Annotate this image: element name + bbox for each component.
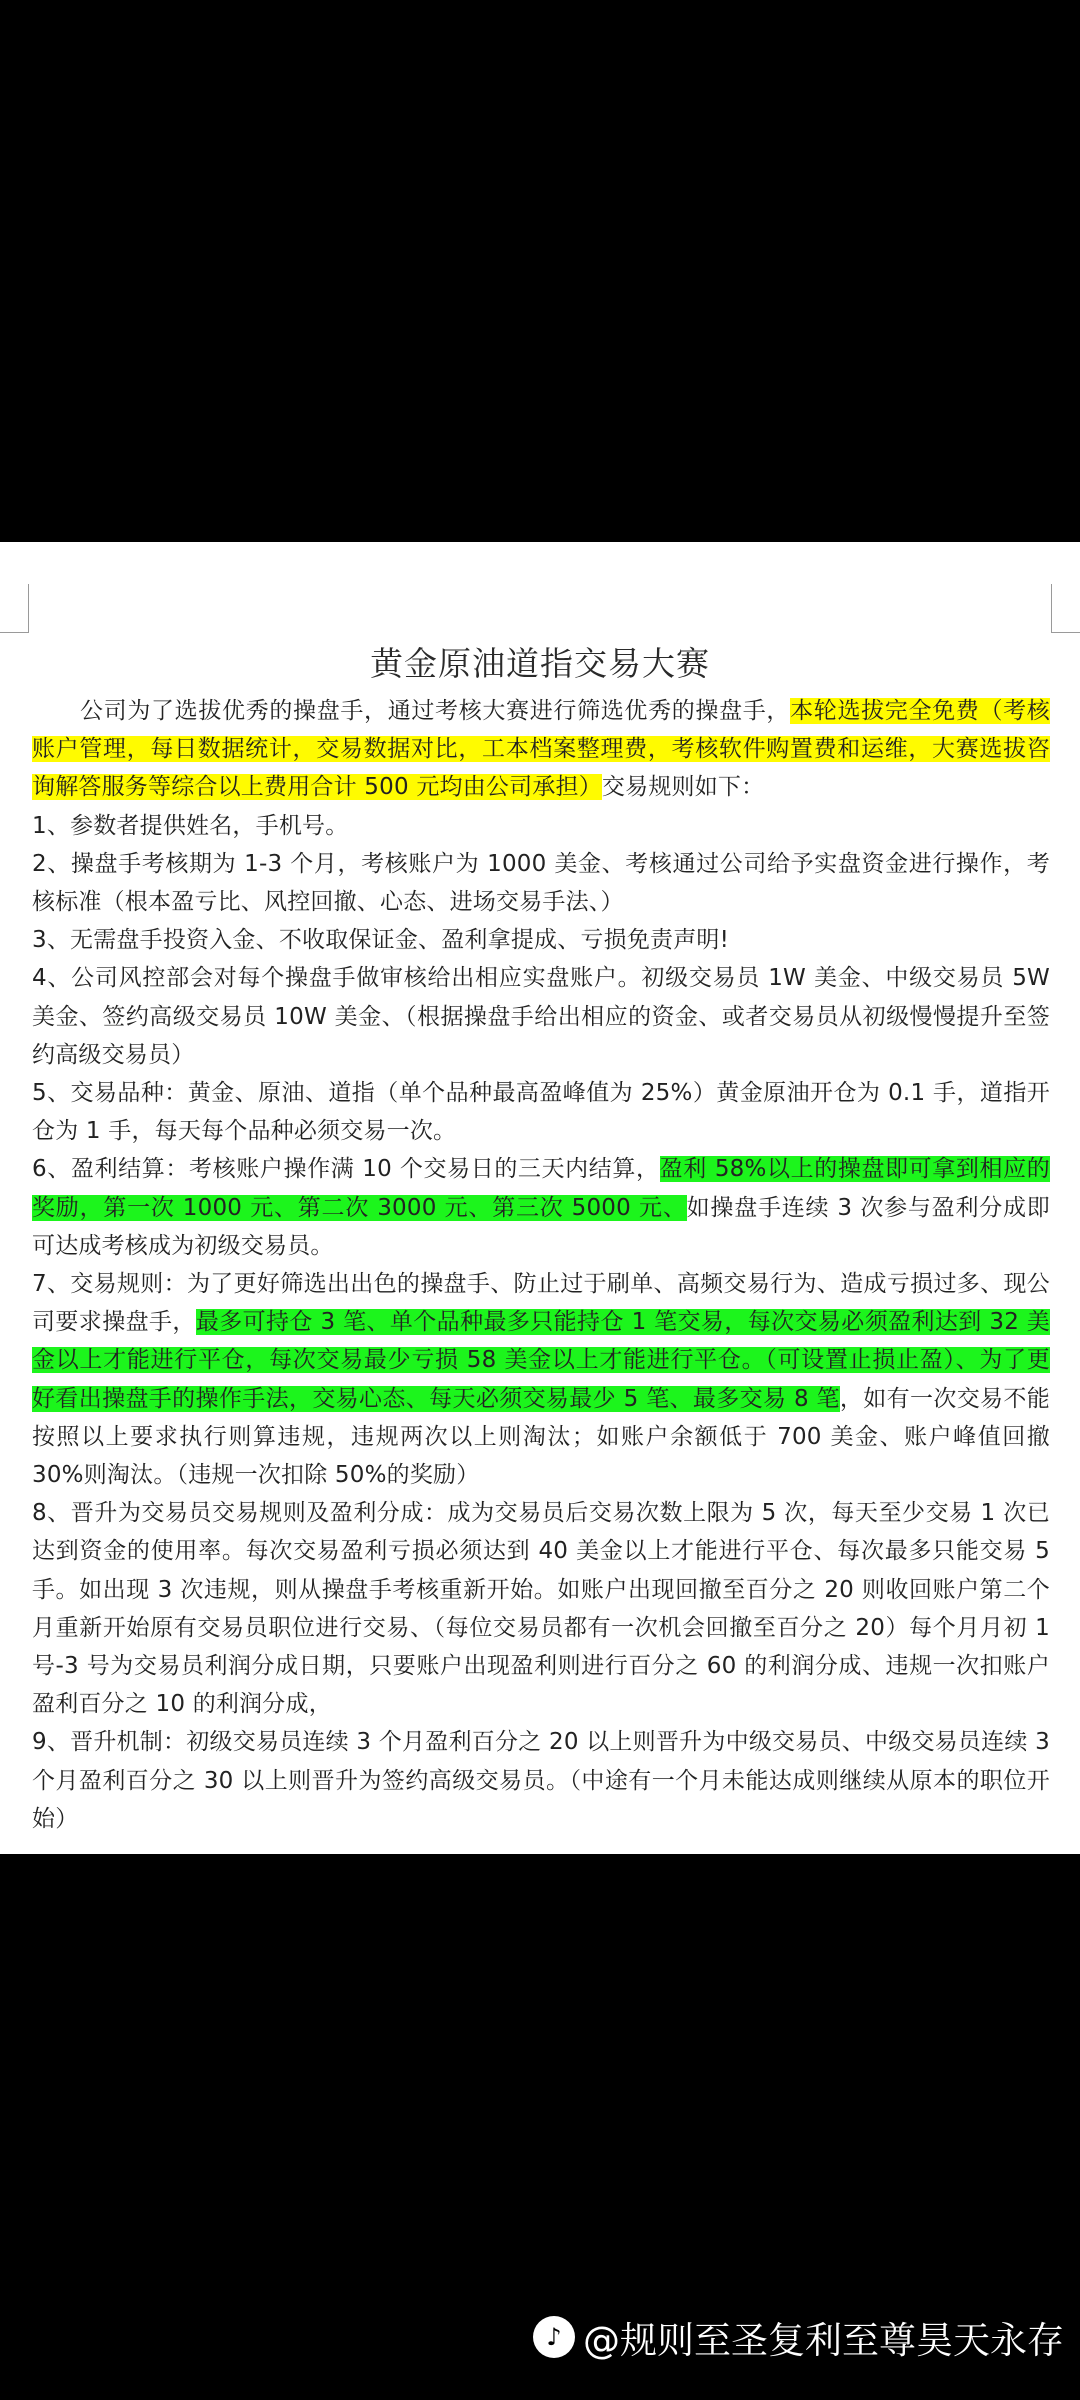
document-page	[0, 542, 1080, 1854]
rule-6-text: 6、盈利结算：考核账户操作满 10 个交易日的三天内结算，	[32, 1156, 660, 1183]
rule-7-highlight-green: 最多可持仓 3 笔、单个品种最多只能持仓 1 笔交易，每次交易必须盈利达到 32 美金以上才能进行平仓，每次交易最少亏损 58 美金以上才能进行平仓。（可设置止损止盈）、为了更好看出操盘手的操作手法，交易心态、每天必须交易最少 5 笔、最多交易 8 笔	[32, 1309, 1050, 1412]
document-body	[32, 692, 1050, 1838]
rule-7	[32, 1265, 1050, 1494]
douyin-style-logo-icon: ♪	[533, 2316, 575, 2358]
intro-text: 公司为了选拔优秀的操盘手，通过考核大赛进行筛选优秀的操盘手，	[80, 698, 791, 724]
rule-7-text-end: ，如有一次交易不能按照以上要求执行则算违规，违规两次以上则淘汰；如账户余额低于 700 美金、账户峰值回撤 30%则淘汰。（违规一次扣除 50%的奖励）	[32, 1385, 1050, 1489]
rule-6	[32, 1150, 1050, 1265]
rule-1: 1、参数者提供姓名，手机号。	[32, 812, 349, 839]
rule-8: 8、晋升为交易员交易规则及盈利分成：成为交易员后交易次数上限为 5 次，每天至少交易 1 次已达到资金的使用率。每次交易盈利亏损必须达到 40 美金以上才能进行平仓、每次最多只能交易 5 手。如出现 3 次违规，则从操盘手考核重新开始。如账户出现回撤至百分之 20 则收回账户第二个月重新开始原有交易员职位进行交易、（每位交易员都有一次机会回撤至百分之 20）每个月月初 1 号-3 号为交易员利润分成日期，只要账户出现盈利则进行百分之 60 的利润分成、违规一次扣账户盈利百分之 10 的利润分成，	[32, 1500, 1050, 1718]
page-corner-mark-right	[1051, 584, 1080, 633]
watermark	[533, 2310, 1064, 2364]
document-title: 黄金原油道指交易大赛	[370, 644, 710, 683]
rule-3: 3、无需盘手投资入金、不收取保证金、盈利拿提成、亏损免责声明!	[32, 927, 730, 954]
rule-4: 4、公司风控部会对每个操盘手做审核给出相应实盘账户。初级交易员 1W 美金、中级交易员 5W 美金、签约高级交易员 10W 美金、（根据操盘手给出相应的资金、或者交易员从初级慢慢提升至签约高级交易员）	[32, 965, 1050, 1068]
watermark-text: @规则至圣复利至尊昊天永存	[583, 2319, 1064, 2362]
intro-paragraph	[32, 692, 1050, 807]
rule-7-text: 7、交易规则：为了更好筛选出出色的操盘手、防止过于刷单、高频交易行为、造成亏损过多、现公司要求操盘手，	[32, 1271, 1050, 1336]
rule-6-highlight-green: 盈利 58%以上的操盘即可拿到相应的奖励，第一次 1000 元、第二次 3000 元、第三次 5000 元、	[32, 1156, 1050, 1221]
page-corner-mark-left	[0, 584, 29, 633]
rule-2: 2、操盘手考核期为 1-3 个月，考核账户为 1000 美金、考核通过公司给予实盘资金进行操作，考核标准（根本盈亏比、风控回撤、心态、进场交易手法、）	[32, 850, 1050, 916]
rule-5: 5、交易品种：黄金、原油、道指（单个品种最高盈峰值为 25%）黄金原油开仓为 0.1 手，道指开仓为 1 手，每天每个品种必须交易一次。	[32, 1080, 1050, 1145]
rule-6-text-end: 如操盘手连续 3 次参与盈利分成即可达成考核成为初级交易员。	[32, 1194, 1051, 1259]
intro-text-end: 交易规则如下：	[601, 774, 765, 801]
rule-9: 9、晋升机制：初级交易员连续 3 个月盈利百分之 20 以上则晋升为中级交易员、中级交易员连续 3 个月盈利百分之 30 以上则晋升为签约高级交易员。（中途有一个月未能达成则继续从原本的职位开始）	[32, 1729, 1050, 1832]
intro-highlight-yellow: 本轮选拔完全免费（考核账户管理，每日数据统计，交易数据对比，工本档案整理费，考核软件购置费和运维，大赛选拔咨询解答服务等综合以上费用合计 500 元均由公司承担）	[32, 698, 1051, 801]
